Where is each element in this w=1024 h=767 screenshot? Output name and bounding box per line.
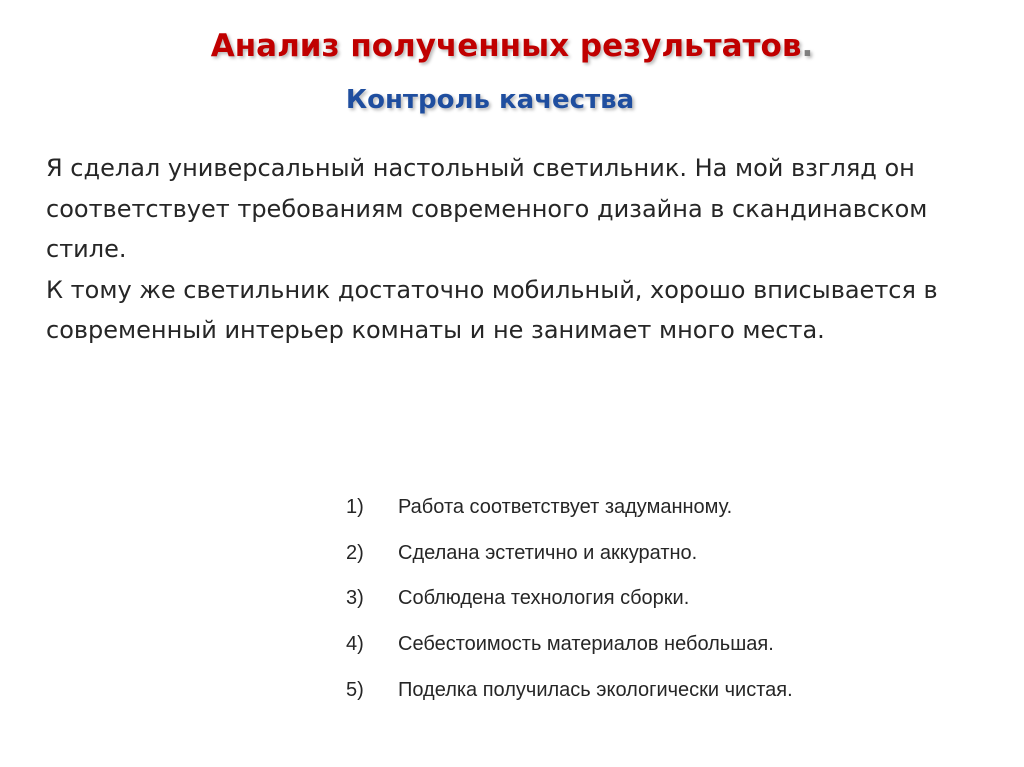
slide-title: [0, 22, 1024, 70]
list-item-number: 2): [346, 541, 364, 564]
list-item: [346, 672, 996, 718]
list-item-number: 3): [346, 587, 364, 610]
list-item: [346, 580, 996, 626]
list-item-text: Себестоимость материалов небольшая.: [398, 633, 774, 656]
list-item-number: 5): [346, 678, 364, 701]
quality-criteria-list: [346, 489, 996, 717]
list-item-text: Поделка получилась экологически чистая.: [398, 678, 793, 701]
list-item-text: Соблюдена технология сборки.: [398, 587, 690, 610]
body-text: [46, 148, 996, 351]
list-item-number: 1): [346, 496, 364, 518]
list-item: [346, 489, 996, 535]
slide-subtitle: Контроль качества: [345, 85, 635, 115]
list-item-text: Работа соответствует задуманному.: [398, 496, 733, 518]
list-item-number: 4): [346, 633, 364, 656]
slide-title-text: Анализ полученных результатов: [210, 28, 802, 64]
slide-title-period: .: [801, 28, 814, 64]
paragraph: Я сделал универсальный настольный светильник. На мой взгляд он соответствует требованиям современного дизайна в скандинавском стиле.: [46, 154, 928, 263]
list-item: [346, 626, 996, 672]
list-item: [346, 535, 996, 581]
list-item-text: Сделана эстетично и аккуратно.: [398, 541, 698, 564]
paragraph: К тому же светильник достаточно мобильный, хорошо вписывается в современный интерьер комнаты и не занимает много места.: [46, 275, 938, 344]
